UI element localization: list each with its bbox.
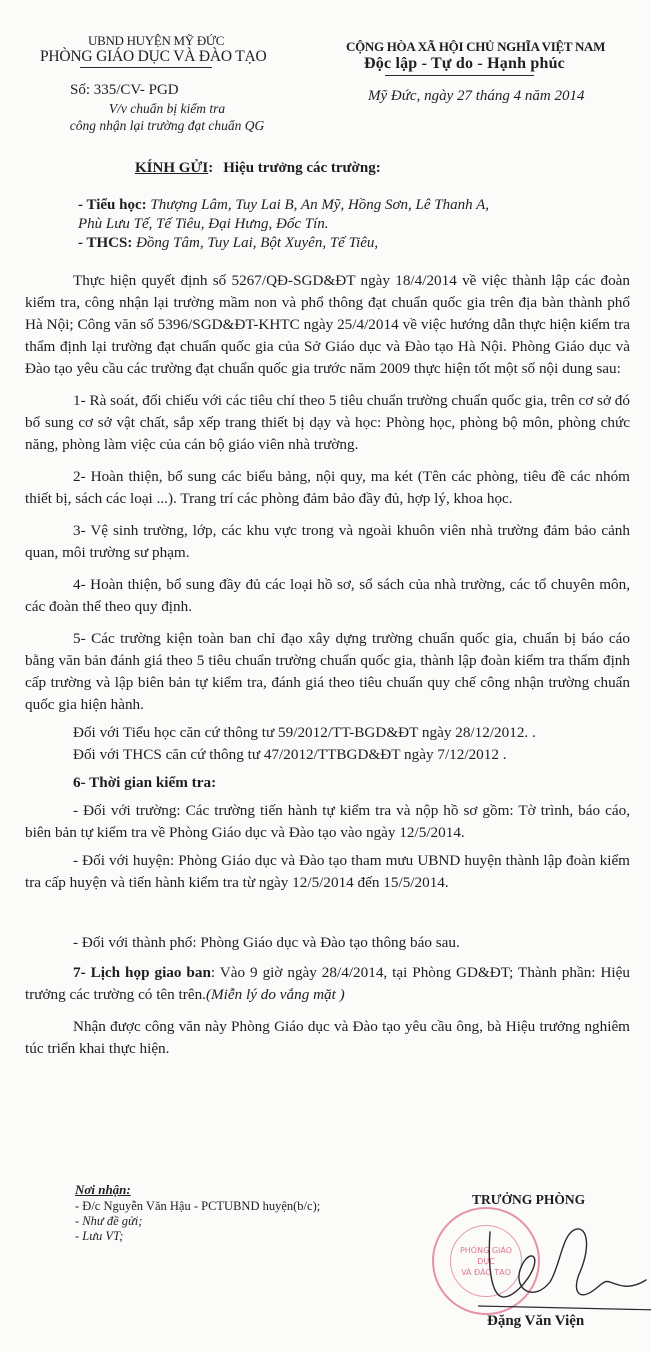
intro-paragraph: Thực hiện quyết định số 5267/QĐ-SGD&ĐT ngày 18/4/2014 về việc thành lập các đoàn kiểm tra, công nhận lại trường mầm non và phổ thông đạt chuẩn quốc gia trên địa bàn thành phố Hà Nội; Công văn số 5396/SGD&ĐT-KHTC ngày 25/4/2014 về việc hướng dẫn thực hiện kiểm tra thẩm định lại trường đạt chuẩn quốc gia của Sở Giáo dục và Đào tạo Hà Nội. Phòng Giáo dục và Đào tạo yêu cầu các trường đạt chuẩn quốc gia trước năm 2009 thực hiện tốt một số nội dung sau: [25, 272, 630, 377]
item-4: 4- Hoàn thiện, bổ sung đầy đủ các loại hồ sơ, sổ sách của nhà trường, các tổ chuyên môn, các đoàn thể theo quy định. [25, 576, 630, 615]
item-3: 3- Vệ sinh trường, lớp, các khu vực trong và ngoài khuôn viên nhà trường đảm bảo cảnh quan, môi trường sư phạm. [25, 522, 630, 561]
recipients-primary-names: Thượng Lâm, Tuy Lai B, An Mỹ, Hồng Sơn, Lê Thanh A, [150, 197, 490, 213]
addressee [135, 160, 381, 177]
item-1: 1- Rà soát, đối chiếu với các tiêu chí theo 5 tiêu chuẩn trường chuẩn quốc gia, trên cơ sở đó bổ sung cơ sở vật chất, sắp xếp trang thiết bị dạy và học: Phòng học, phòng bộ môn, phòng chức năng, phòng làm việc của cán bộ giáo viên nhà trường. [25, 392, 630, 453]
section-6-district: - Đối với huyện: Phòng Giáo dục và Đào tạo tham mưu UBND huyện thành lập đoàn kiểm tra cấp huyện và tiến hành kiểm tra từ ngày 12/5/2014 đến 15/5/2014. [25, 852, 630, 891]
national-motto: Độc lập - Tự do - Hạnh phúc [364, 55, 565, 72]
section-7-text: : Vào 9 giờ ngày 28/4/2014, tại Phòng GD&ĐT; Thành phần: Hiệu trưởng các trường có tên trên. [25, 964, 630, 1003]
header-left-divider [80, 67, 212, 68]
distribution-item-2: - Như đề gửi; [75, 1214, 143, 1228]
basis-primary: Đối với Tiểu học căn cứ thông tư 59/2012/TT-BGD&ĐT ngày 28/12/2012. . [73, 724, 536, 741]
place-date: Mỹ Đức, ngày 27 tháng 4 năm 2014 [368, 88, 585, 104]
subject-line-2: công nhận lại trường đạt chuẩn QG [69, 118, 265, 133]
recipients-secondary-names: Đồng Tâm, Tuy Lai, Bột Xuyên, Tế Tiêu, [136, 235, 379, 251]
stamp-text-2: VÀ ĐÀO TẠO [461, 1267, 511, 1277]
section-7 [25, 962, 630, 1006]
subject-line-1: V/v chuẩn bị kiểm tra [108, 101, 226, 116]
section-6-title: 6- Thời gian kiểm tra: [73, 774, 217, 791]
signer-title: TRƯỞNG PHÒNG [472, 1192, 586, 1207]
recipients-primary-cont [78, 216, 329, 233]
recipients-primary-names-2: Phù Lưu Tế, Tế Tiêu, Đại Hưng, Đốc Tín. [78, 216, 329, 232]
signer-name: Đặng Văn Viện [487, 1313, 585, 1329]
document-subject [52, 100, 282, 134]
item-2: 2- Hoàn thiện, bổ sung các biểu bảng, nội quy, ma két (Tên các phòng, tiêu đề các nhóm thiết bị, sách các loại ...). Trang trí các phòng đảm bảo đầy đủ, hợp lý, khoa học. [25, 468, 630, 507]
authority-name: UBND HUYỆN MỸ ĐỨC [88, 33, 225, 48]
section-6-school: - Đối với trường: Các trường tiến hành tự kiểm tra và nộp hồ sơ gồm: Tờ trình, báo cáo, biên bản tự kiểm tra về Phòng Giáo dục và Đào tạo vào ngày 12/5/2014. [25, 802, 630, 841]
addressee-colon: : [208, 160, 214, 176]
recipients-primary [78, 197, 489, 214]
distribution-title: Nơi nhận: [75, 1182, 131, 1197]
closing-paragraph: Nhận được công văn này Phòng Giáo dục và Đào tạo yêu cầu ông, bà Hiệu trưởng nghiêm túc triển khai thực hiện. [25, 1018, 630, 1057]
stamp-text-1: PHÒNG GIÁO DỤC [459, 1245, 513, 1266]
addressee-value: Hiệu trưởng các trường: [223, 160, 381, 176]
document-number: Số: 335/CV- PGD [70, 82, 179, 98]
recipients-primary-label: - Tiểu học: [78, 197, 147, 213]
letter-body [25, 270, 630, 1060]
distribution-item-3: - Lưu VT; [75, 1229, 124, 1243]
basis-secondary: Đối với THCS căn cứ thông tư 47/2012/TTBGD&ĐT ngày 7/12/2012 . [73, 746, 507, 763]
section-7-label: 7- Lịch họp giao ban [73, 964, 211, 981]
section-6-city: - Đối với thành phố: Phòng Giáo dục và Đào tạo thông báo sau. [73, 934, 460, 951]
national-title: CỘNG HÒA XÃ HỘI CHỦ NGHĨA VIỆT NAM [346, 39, 606, 54]
item-5: 5- Các trường kiện toàn ban chỉ đạo xây dựng trường chuẩn quốc gia, chuẩn bị báo cáo bằng văn bản đánh giá theo 5 tiêu chuẩn trường chuẩn quốc gia, thành lập đoàn kiểm tra thẩm định cấp trường và lập biên bản tự kiểm tra, đánh giá theo tiêu chuẩn quy chế công nhận trường chuẩn quốc gia hiện hành. [25, 630, 630, 713]
distribution-item-1: - Đ/c Nguyễn Văn Hậu - PCTUBND huyện(b/c); [75, 1199, 321, 1213]
addressee-label: KÍNH GỬI [135, 160, 209, 176]
recipients-secondary [78, 235, 378, 252]
department-name: PHÒNG GIÁO DỤC VÀ ĐÀO TẠO [40, 48, 267, 65]
handwritten-signature-icon [470, 1210, 651, 1320]
header-right-divider [385, 75, 534, 76]
section-7-note: (Miễn lý do vắng mặt ) [205, 986, 345, 1003]
recipients-secondary-label: - THCS: [78, 235, 133, 251]
